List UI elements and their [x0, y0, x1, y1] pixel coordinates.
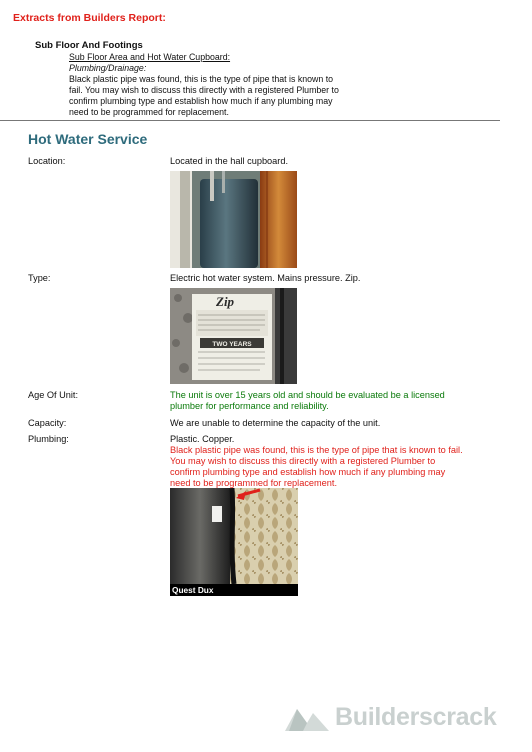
- capacity-label: Capacity:: [28, 418, 67, 428]
- section-divider: [0, 120, 500, 121]
- plumbing-note-line: confirm plumbing type and establish how much if any plumbing may: [170, 467, 446, 477]
- age-text-line: The unit is over 15 years old and should be evaluated be a licensed: [170, 390, 445, 400]
- zip-warranty-text: TWO YEARS: [212, 341, 252, 348]
- capacity-value: We are unable to determine the capacity of the unit.: [170, 418, 381, 428]
- section-title: Hot Water Service: [28, 131, 148, 147]
- report-extract-title: Extracts from Builders Report:: [13, 12, 166, 24]
- type-label: Type:: [28, 273, 51, 283]
- subfloor-area: Sub Floor Area and Hot Water Cupboard:: [69, 52, 231, 62]
- zip-brand-text: Zip: [216, 294, 235, 309]
- location-value: Located in the hall cupboard.: [170, 156, 288, 166]
- subfloor-text-line: fail. You may wish to discuss this directly with a registered Plumber to: [69, 85, 339, 95]
- age-label: Age Of Unit:: [28, 390, 79, 400]
- location-label: Location:: [28, 156, 66, 166]
- subfloor-text-line: Black plastic pipe was found, this is the type of pipe that is known to: [69, 74, 334, 84]
- hot-water-cupboard-photo: [170, 171, 297, 268]
- age-value: [170, 390, 490, 412]
- subfloor-text-line: need to be programmed for replacement.: [69, 107, 229, 117]
- age-text-line: plumber for performance and reliability.: [170, 401, 329, 411]
- subfloor-category: Plumbing/Drainage:: [69, 63, 147, 73]
- photo-caption: Quest Dux: [170, 584, 298, 596]
- plumbing-note-line: You may wish to discuss this directly with a registered Plumber to: [170, 456, 436, 466]
- subfloor-text-line: confirm plumbing type and establish how much if any plumbing may: [69, 96, 333, 106]
- bc-logo-icon: [283, 705, 331, 733]
- plumbing-type: Plastic. Copper.: [170, 434, 235, 444]
- plumbing-note-line: need to be programmed for replacement.: [170, 478, 337, 488]
- plumbing-value: [170, 434, 490, 489]
- plumbing-note-line: Black plastic pipe was found, this is the type of pipe that is known to fail.: [170, 445, 463, 455]
- plumbing-pipe-photo: [170, 488, 298, 584]
- subfloor-heading: Sub Floor And Footings: [35, 40, 143, 51]
- subfloor-note: [69, 52, 369, 118]
- plumbing-label: Plumbing:: [28, 434, 69, 444]
- logo-wordmark: Builderscrack: [335, 703, 497, 731]
- type-value: Electric hot water system. Mains pressure. Zip.: [170, 273, 361, 283]
- zip-unit-label-photo: [170, 288, 297, 384]
- builderscrack-logo: [283, 703, 513, 739]
